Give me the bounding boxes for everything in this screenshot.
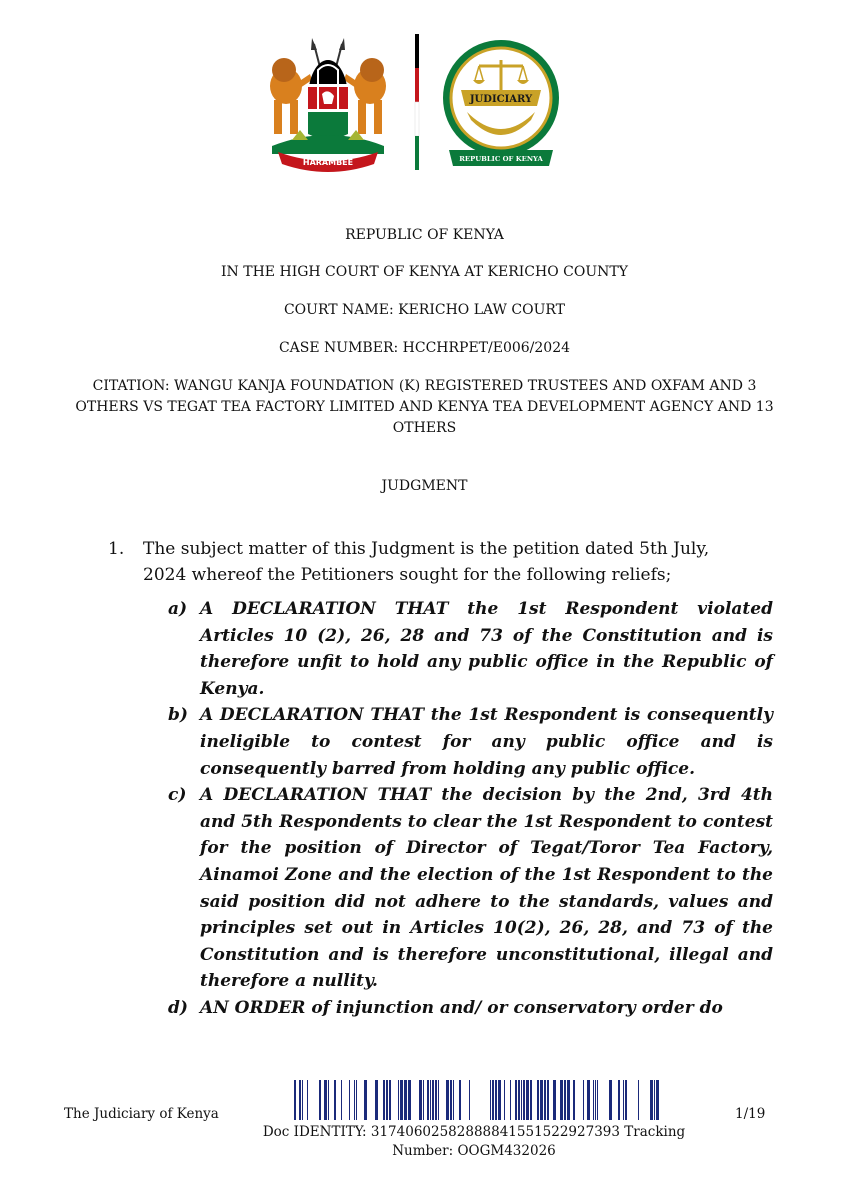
page-number: 1/19 [735,1106,766,1122]
flag-divider [413,34,421,170]
relief-item [168,596,773,702]
doc-identity: Doc IDENTITY: 31740602582888841551522927393 Tracking Number: OOGM432026 [262,1124,686,1159]
court-line: IN THE HIGH COURT OF KENYA AT KERICHO COUNTY [221,264,628,280]
relief-label: d) [168,997,188,1018]
header-logos [0,30,849,180]
court-name-line: COURT NAME: KERICHO LAW COURT [283,302,566,318]
relief-label: b) [168,705,188,726]
judiciary-seal-icon [439,34,563,170]
paragraph-text: The subject matter of this Judgment is the petition dated 5th July, 2024 whereof the Petitioners sought for the following reliefs; [143,539,710,585]
relief-item [168,995,773,1022]
relief-label: a) [168,599,188,619]
paragraph-number: 1. [108,539,125,559]
relief-item [168,702,773,782]
relief-text: A DECLARATION THAT the 1st Respondent is consequently ineligible to contest for any public office and is consequently barred from holding any public office. [200,705,773,779]
relief-item [168,782,773,995]
footer-source: The Judiciary of Kenya [64,1106,219,1122]
paragraph-1 [108,536,748,588]
relief-label: c) [168,785,187,806]
judgment-heading: JUDGMENT [381,478,468,494]
reliefs-list [168,596,773,1022]
barcode-icon [294,1080,660,1120]
svg-text:HARAMBEE: HARAMBEE [302,158,354,167]
svg-text:REPUBLIC OF KENYA: REPUBLIC OF KENYA [459,155,543,163]
citation-line: CITATION: WANGU KANJA FOUNDATION (K) REGISTERED TRUSTEES AND OXFAM AND 3 OTHERS VS TEGAT TEA FACTORY LIMITED AND KENYA TEA DEVELOPMENT AGENCY AND 13 OTHERS [75,378,774,436]
republic-line: REPUBLIC OF KENYA [345,227,504,243]
svg-text:JUDICIARY: JUDICIARY [469,94,533,105]
relief-text: A DECLARATION THAT the decision by the 2nd, 3rd 4th and 5th Respondents to clear the 1st Respondent to contest for the position of Director of Tegat/Toror Tea Factory, Ainamoi Zone and the election of the 1st Respondent to the said position did not adhere to the standards, values and principles set out in Articles 10(2), 26, 28, and 73 of the Constitution and is therefore unconstitutional, illegal and therefore a nullity. [200,785,773,992]
case-number-line: CASE NUMBER: HCCHRPET/E006/2024 [278,340,571,356]
relief-text: A DECLARATION THAT the 1st Respondent violated Articles 10 (2), 26, 28 and 73 of the Constitution and is therefore unfit to hold any public office in the Republic of Kenya. [200,599,773,699]
relief-text: AN ORDER of injunction and/ or conservatory order do [200,997,723,1018]
coat-of-arms-icon [262,34,394,174]
